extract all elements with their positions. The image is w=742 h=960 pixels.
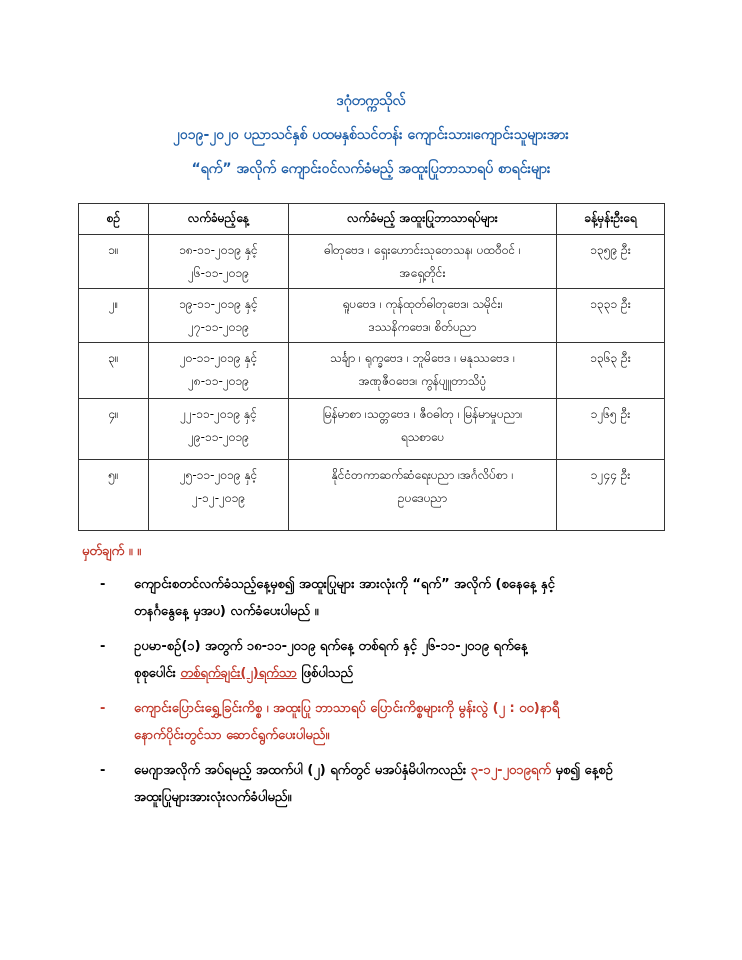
row-date — [149, 399, 289, 460]
row-no: ၅။ — [79, 460, 149, 531]
table-header-row — [79, 204, 665, 235]
header-no: စဉ် — [79, 204, 149, 235]
admission-schedule-table — [78, 203, 665, 531]
row-subjects — [289, 343, 557, 399]
note-item — [100, 571, 680, 625]
note-text: ဖြစ်ပါသည် — [296, 666, 354, 681]
date-line: ၂၂-၁၁-၂၀၁၉ နှင့် — [180, 407, 257, 421]
date-line: ၂၇-၁၁-၂၀၁၉ — [188, 320, 249, 334]
row-count: ၁၂၄၄ ဦး — [557, 460, 665, 531]
subjects-line: အဏုဇီဝဗေဒ၊ ကွန်ပျူတာသိပ္ပံ — [358, 374, 487, 388]
table-row — [79, 289, 665, 343]
subjects-line: ရသစာပေ — [400, 430, 445, 444]
row-date — [149, 289, 289, 343]
university-name: ဒဂုံတက္ကသိုလ် — [336, 93, 406, 109]
schedule-title: “ရက်” အလိုက် ကျောင်းဝင်လက်ခံမည့် အထူးပြုဘာသာရပ် စာရင်းများ — [191, 161, 551, 177]
date-line: ၁၉-၁၁-၂၀၁၉ နှင့် — [179, 297, 258, 311]
row-subjects — [289, 289, 557, 343]
subjects-line: နိုင်ငံတကာဆက်ဆံရေးပညာ ၊အင်္ဂလိပ်စာ ၊ — [331, 468, 514, 482]
subjects-line: ဥပဒေပညာ — [397, 491, 448, 505]
row-no: ၂။ — [79, 289, 149, 343]
notes-heading: မှတ်ချက် ။ ။ — [82, 544, 142, 559]
date-line: ၂၈-၁၁-၂၀၁၉ — [187, 374, 250, 388]
row-no: ၃။ — [79, 343, 149, 399]
note-line: အထူးပြုများအားလုံးလက်ခံပါမည်။ — [134, 790, 292, 805]
highlight-text: တစ်ရက်ချင်း(၂)ရက်သာ — [180, 666, 297, 681]
date-line: ၂၆-၁၁-၂၀၁၉ — [188, 266, 249, 280]
note-text: စုစုပေါင်း — [134, 666, 181, 681]
row-date — [149, 343, 289, 399]
header-subjects: လက်ခံမည့် အထူးပြုဘာသာရပ်များ — [289, 204, 557, 235]
row-date — [149, 460, 289, 531]
note-item — [100, 695, 680, 749]
header-date: လက်ခံမည့်နေ့ — [149, 204, 289, 235]
date-line: ၂၀-၁၁-၂၀၁၉ နှင့် — [179, 351, 258, 365]
row-subjects — [289, 460, 557, 531]
notes-list — [100, 571, 680, 819]
note-dash: - — [100, 577, 106, 592]
header-count: ခန့်မှန်းဦးရေ — [557, 204, 665, 235]
subjects-line: ဓါတုဗေဒ ၊ ရှေးဟောင်းသုတေသန၊ ပထဝီဝင် ၊ — [324, 243, 521, 257]
row-count: ၁၃၃၁ ဦး — [557, 289, 665, 343]
note-item — [100, 757, 680, 811]
academic-year-title: ၂၀၁၉-၂၀၂၀ ပညာသင်နှစ် ပထမနှစ်သင်တန်း ကျောင်းသား၊ကျောင်းသူများအား — [173, 127, 569, 143]
row-count: ၁၂၆၅ ဦး — [557, 399, 665, 460]
note-line: ကျောင်းပြောင်းရွှေ့ခြင်းကိစ္စ ၊ အထူးပြု ဘာသာရပ် ပြောင်းကိစ္စများကို မွန်းလွဲ (၂ : ၀၀)နာရီ — [134, 701, 560, 716]
note-dash: - — [100, 639, 106, 654]
table-row — [79, 235, 665, 289]
subjects-line: အရှေ့တိုင်း — [399, 266, 446, 280]
subjects-line: မြန်မာစာ ၊သတ္တဗေဒ ၊ ဇီဝဓါတု ၊ မြန်မာမှုပညာ၊ — [322, 407, 523, 421]
row-subjects — [289, 399, 557, 460]
date-line: ၂၅-၁၁-၂၀၁၉ နှင့် — [179, 468, 258, 482]
row-count: ၁၃၆၃ ဦး — [557, 343, 665, 399]
highlight-text: ၃-၁၂-၂၀၁၉ရက် — [470, 763, 551, 778]
row-date — [149, 235, 289, 289]
table-row — [79, 343, 665, 399]
date-line: ၂၉-၁၁-၂၀၁၉ — [188, 430, 249, 444]
note-line — [134, 660, 680, 687]
row-no: ၄။ — [79, 399, 149, 460]
subjects-line: သင်္ချာ ၊ ရုက္ခဗေဒ ၊ ဘူမိဗေဒ ၊ မနုဿဗေဒ ၊ — [330, 351, 515, 365]
note-dash: - — [100, 763, 106, 778]
note-dash: - — [100, 701, 106, 716]
table-row — [79, 399, 665, 460]
row-no: ၁။ — [79, 235, 149, 289]
note-line: နောက်ပိုင်းတွင်သာ ဆောင်ရွက်ပေးပါမည်။ — [134, 728, 330, 743]
table-row — [79, 460, 665, 531]
note-line: ကျောင်းစတင်လက်ခံသည့်နေ့မှစ၍ အထူးပြုများ အားလုံးကို “ရက်” အလိုက် (စနေနေ့ နှင့် — [134, 577, 555, 592]
note-text: မေဂျာအလိုက် အပ်ရမည့် အထက်ပါ (၂) ရက်တွင် မအပ်နှံမိပါကလည်း — [134, 763, 471, 778]
note-line: တနင်္ဂနွေနေ့ မှအပ) လက်ခံပေးပါမည် ။ — [134, 604, 319, 619]
note-item — [100, 633, 680, 687]
date-line: ၁၈-၁၁-၂၀၁၉ နှင့် — [179, 243, 258, 257]
note-line: ဥပမာ-စဉ်(၁) အတွက် ၁၈-၁၁-၂၀၁၉ ရက်နေ့ တစ်ရက် နှင့် ၂၆-၁၁-၂၀၁၉ ရက်နေ့ — [134, 639, 528, 654]
row-count: ၁၃၅၉ ဦး — [557, 235, 665, 289]
row-subjects — [289, 235, 557, 289]
note-line — [134, 757, 680, 784]
subjects-line: ဒဿနိကဗေဒ၊ စိတ်ပညာ — [368, 320, 477, 334]
header — [0, 84, 742, 186]
subjects-line: ရူပဗေဒ ၊ ကုန်ထုတ်ဓါတုဗေဒ၊ သမိုင်း၊ — [342, 297, 503, 311]
note-text: မှစ၍ နေ့စဉ် — [551, 763, 613, 778]
date-line: ၂-၁၂-၂၀၁၉ — [191, 491, 246, 505]
